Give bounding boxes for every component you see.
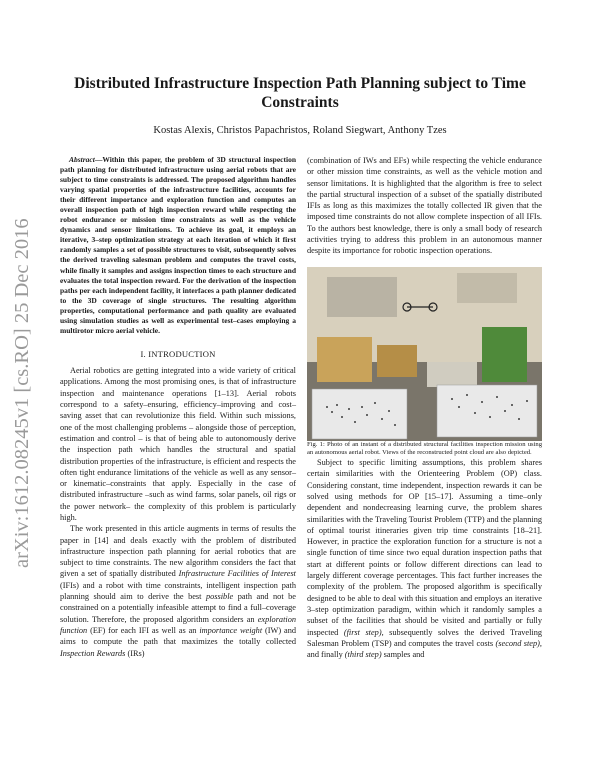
inspection-photo-illustration xyxy=(307,267,542,441)
abstract-text: —Within this paper, the problem of 3D structural inspection path planning for distributed infrastructure using aerial robots that are subject to time constraints is addressed. The proposed algorithm handles varying spatial properties of the infrastructure facilities, accounts for their different importance and exploration function and computes an overall inspection path of high inspection reward while respecting the robot endurance or mission time constraints as well as the vehicle dynamics and sensor limitations. To achieve its goal, it employs an iterative, 3–step optimization strategy at each iteration of which it first randomly samples a set of possible structures to visit, subsequently solves the derived traveling salesman problem and computes the travel costs, while finally it samples and assigns inspection times to each structure and evaluates the total inspection reward. For the derivation of the inspection paths per each independent facility, it interfaces a path planner dedicated to the 3D coverage of single structures. The resulting algorithm properties, computational performance and path quality are evaluated using simulation studies as well as experimental test–cases employing a multirotor micro aerial vehicle. xyxy=(60,155,296,335)
arxiv-identifier xyxy=(2,128,38,568)
right-column xyxy=(307,155,542,660)
left-column xyxy=(60,155,296,659)
arxiv-identifier-text: arXiv:1612.08245v1 [cs.RO] 25 Dec 2016 xyxy=(11,218,33,568)
intro-paragraph-1: Aerial robotics are getting integrated into a wide variety of critical applications. Among the most promising ones, is that of infrastructure inspection and maintenance operations [1–13]. Aerial robots correspond to a safety–ensuring, efficiency–improving and cost–saving asset that can revolutionize this field. Within such missions, one of the most challenging problems – alongside those of perception, estimation and control – is that of being able to autonomously derive the inspection path which handles the structural and spatial distribution properties of the infrastructure, is efficient and respects the often tight endurance limitations of the vehicle as well as any sensor– or kinematic–constraints that apply. Especially in the case of distributed infrastructure –such as wind farms, solar panels, oil rigs or the power network– the complexity of this problem is particularly high. xyxy=(60,366,296,522)
right-paragraph-2: Subject to specific limiting assumptions, this problem shares certain similarities with the Orienteering Problem (OP) class. Considering constant, time independent, inspection rewards it can be solved using methods for OP [15–17]. Assuming a time–only dependent and nondecreasing learning curve, the problem shares similarities with the Traveling Tourist Problem (TTP) and the planning of optimal tourist itineraries given trip time constraints [18–21]. However, in practice the exploration function for a structure is not a single function of time since two equal duration inspection paths that start at different points or follow different directions can lead to largely different coverage percentages. This fact further increases the complexity of the problem. The proposed algorithm is specifically designed to be able to deal with this situation and employs an iterative 3–step optimization paradigm, within which it randomly samples a subset of the facilities that should be visited and partially or fully inspected (first step), subsequently solves the derived Traveling Salesman Problem (TSP) and computes the travel costs (second step), and finally (third step) samples and xyxy=(307,458,543,660)
author-list: Kostas Alexis, Christos Papachristos, Roland Siegwart, Anthony Tzes xyxy=(153,125,447,136)
intro-paragraph-2: The work presented in this article augments in terms of results the paper in [14] and deals exactly with the problem of distributed infrastructure inspection path planning for aerial robotics that are subject to time constraints. The new algorithm considers the fact that given a set of spatially distributed Infrastructure Facilities of Interest (IFIs) and a robot with time constraints, intelligent inspection path planning should aim to derive the best possible path and not be constrained on a potentially infeasible attempt to find a full–coverage solution. Therefore, the proposed algorithm considers an exploration function (EF) for each IFI as well as an importance weight (IW) and aims to compute the path that maximizes the totally collected Inspection Rewards (IRs) xyxy=(60,524,297,658)
abstract-label: Abstract xyxy=(69,155,95,164)
right-paragraph-1: (combination of IWs and EFs) while respecting the vehicle endurance or other mission time constraints, as well as the vehicle motion and sensor limitations. It is highlighted that the algorithm is free to select the partial structural inspection of a subset of the spatially distributed IFIs as long as this maximizes the totally collected IR given that the imposed time constraints do not allow complete inspection of all IFIs. To the authors best knowledge, there is only a small body of research activities trying to address this problem in an autonomous manner despite its importance for robotic inspection operations. xyxy=(307,156,542,256)
abstract xyxy=(60,155,296,336)
paper-title: Distributed Infrastructure Inspection Path Planning subject to Time Constraints xyxy=(74,75,526,111)
figure-1-caption: Fig. 1: Photo of an instant of a distributed structural facilities inspection mission using an autonomous aerial robot. Views of the reconstructed point cloud are also depicted. xyxy=(307,440,542,456)
section-heading-introduction: I. INTRODUCTION xyxy=(140,348,216,359)
figure-1-photo xyxy=(307,267,542,441)
